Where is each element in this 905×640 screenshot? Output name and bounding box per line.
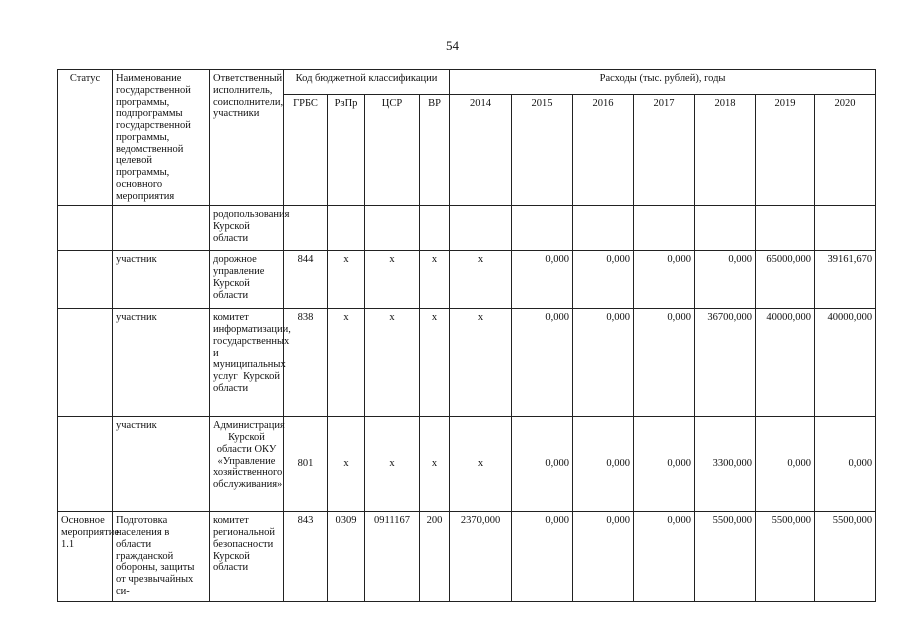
cell-name: участник bbox=[113, 251, 210, 309]
cell-value: 0,000 bbox=[634, 417, 695, 512]
cell-grbs: 801 bbox=[284, 417, 328, 512]
header-program-name: Наименование государственной программы, подпрограммы государственной программы, ведомственной целевой программы, основного мероприятия bbox=[113, 70, 210, 206]
cell-value: 5500,000 bbox=[756, 512, 815, 601]
table-row bbox=[58, 512, 876, 601]
cell-vr: х bbox=[420, 417, 450, 512]
cell-value: 0,000 bbox=[512, 512, 573, 601]
cell-rzpr: х bbox=[328, 417, 365, 512]
cell-rzpr: х bbox=[328, 309, 365, 417]
cell-value: 40000,000 bbox=[815, 309, 876, 417]
cell-executor: комитет региональной безопасности Курской области bbox=[210, 512, 284, 601]
cell-vr bbox=[420, 206, 450, 251]
header-budget-code: Код бюджетной классификации bbox=[284, 70, 450, 95]
table-row bbox=[58, 206, 876, 251]
header-csr: ЦСР bbox=[365, 94, 420, 206]
header-executor: Ответственный исполнитель, соисполнители, участники bbox=[210, 70, 284, 206]
header-year: 2015 bbox=[512, 94, 573, 206]
cell-value: 39161,670 bbox=[815, 251, 876, 309]
cell-value: 0,000 bbox=[512, 417, 573, 512]
cell-vr: х bbox=[420, 251, 450, 309]
cell-value bbox=[512, 206, 573, 251]
header-grbs: ГРБС bbox=[284, 94, 328, 206]
header-year: 2018 bbox=[695, 94, 756, 206]
header-year: 2019 bbox=[756, 94, 815, 206]
cell-vr: 200 bbox=[420, 512, 450, 601]
table-row bbox=[58, 251, 876, 309]
cell-value: 0,000 bbox=[634, 309, 695, 417]
cell-value: 40000,000 bbox=[756, 309, 815, 417]
table-row bbox=[58, 417, 876, 512]
header-status: Статус bbox=[58, 70, 113, 206]
budget-table bbox=[57, 69, 876, 602]
cell-csr: х bbox=[365, 251, 420, 309]
cell-value: 0,000 bbox=[815, 417, 876, 512]
cell-csr: х bbox=[365, 309, 420, 417]
cell-status: Основное мероприятие 1.1 bbox=[58, 512, 113, 601]
cell-value: х bbox=[450, 417, 512, 512]
cell-value bbox=[634, 206, 695, 251]
cell-value: 3300,000 bbox=[695, 417, 756, 512]
page-number: 54 bbox=[446, 38, 459, 53]
cell-name: участник bbox=[113, 417, 210, 512]
cell-grbs: 838 bbox=[284, 309, 328, 417]
cell-value: 0,000 bbox=[512, 309, 573, 417]
cell-value: 65000,000 bbox=[756, 251, 815, 309]
cell-status bbox=[58, 417, 113, 512]
cell-value: 0,000 bbox=[512, 251, 573, 309]
cell-status bbox=[58, 206, 113, 251]
header-year: 2017 bbox=[634, 94, 695, 206]
cell-value: 0,000 bbox=[573, 309, 634, 417]
cell-value: 0,000 bbox=[695, 251, 756, 309]
header-year: 2016 bbox=[573, 94, 634, 206]
cell-executor: комитет информатизации, государственных и муниципальных услуг Курской области bbox=[210, 309, 284, 417]
cell-rzpr bbox=[328, 206, 365, 251]
cell-executor: Администрация Курской области ОКУ «Управление хозяйственного обслуживания» bbox=[210, 417, 284, 512]
cell-value: 0,000 bbox=[634, 251, 695, 309]
cell-value: 0,000 bbox=[573, 417, 634, 512]
cell-value: 36700,000 bbox=[695, 309, 756, 417]
cell-grbs: 843 bbox=[284, 512, 328, 601]
cell-value bbox=[695, 206, 756, 251]
cell-value: 0,000 bbox=[573, 251, 634, 309]
cell-value: 2370,000 bbox=[450, 512, 512, 601]
cell-value bbox=[756, 206, 815, 251]
cell-value: 5500,000 bbox=[695, 512, 756, 601]
cell-vr: х bbox=[420, 309, 450, 417]
table-row bbox=[58, 309, 876, 417]
header-vr: ВР bbox=[420, 94, 450, 206]
cell-csr bbox=[365, 206, 420, 251]
cell-value: 0,000 bbox=[573, 512, 634, 601]
cell-status bbox=[58, 251, 113, 309]
cell-grbs: 844 bbox=[284, 251, 328, 309]
cell-value bbox=[573, 206, 634, 251]
cell-value: х bbox=[450, 309, 512, 417]
cell-status bbox=[58, 309, 113, 417]
header-year: 2020 bbox=[815, 94, 876, 206]
cell-executor: дорожное управление Курской области bbox=[210, 251, 284, 309]
cell-value: 0,000 bbox=[634, 512, 695, 601]
cell-value: х bbox=[450, 251, 512, 309]
cell-value: 5500,000 bbox=[815, 512, 876, 601]
cell-value bbox=[450, 206, 512, 251]
cell-value bbox=[815, 206, 876, 251]
cell-executor: родопользования Курской области bbox=[210, 206, 284, 251]
header-expenses: Расходы (тыс. рублей), годы bbox=[450, 70, 876, 95]
cell-name: участник bbox=[113, 309, 210, 417]
cell-name bbox=[113, 206, 210, 251]
cell-rzpr: 0309 bbox=[328, 512, 365, 601]
cell-csr: х bbox=[365, 417, 420, 512]
cell-value: 0,000 bbox=[756, 417, 815, 512]
cell-grbs bbox=[284, 206, 328, 251]
header-year: 2014 bbox=[450, 94, 512, 206]
header-rzpr: РзПр bbox=[328, 94, 365, 206]
cell-rzpr: х bbox=[328, 251, 365, 309]
cell-csr: 0911167 bbox=[365, 512, 420, 601]
cell-name: Подготовка населения в области гражданской обороны, защиты от чрезвычайных си- bbox=[113, 512, 210, 601]
